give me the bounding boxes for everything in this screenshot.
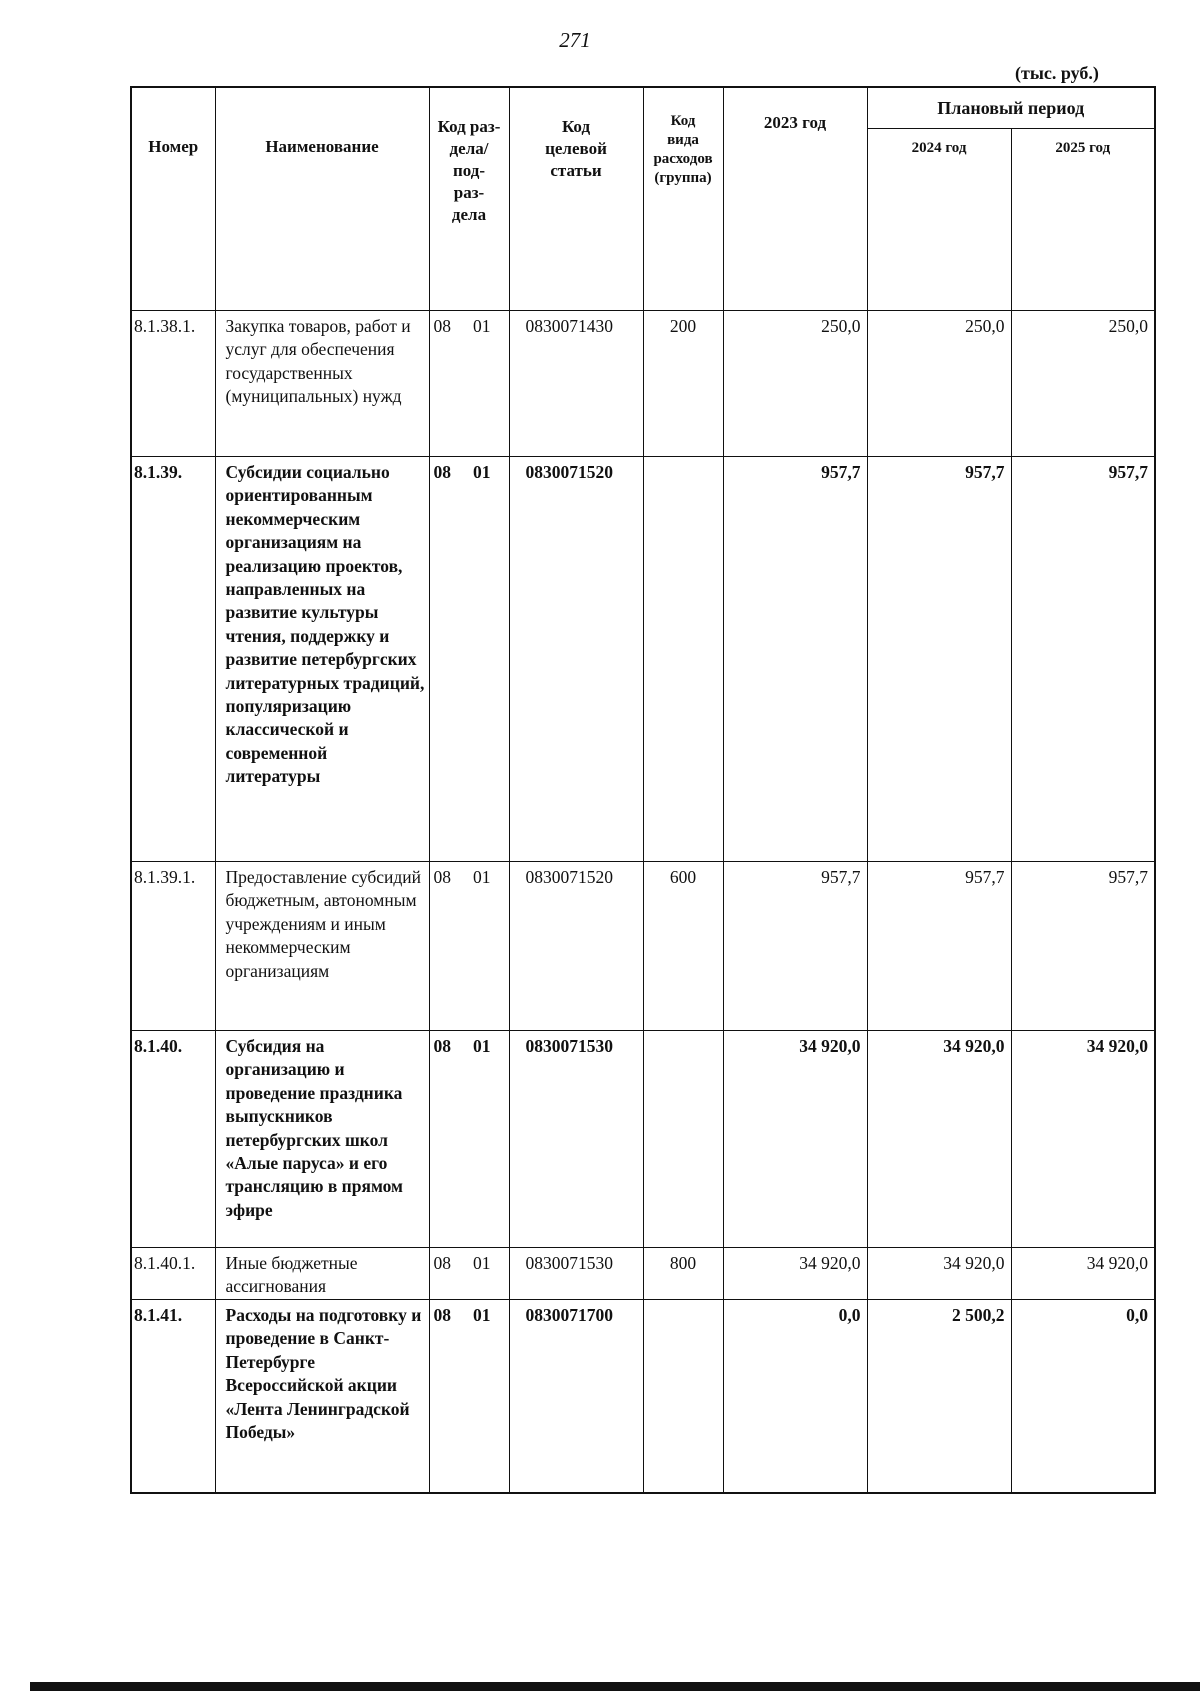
header-number: Номер <box>131 87 215 311</box>
row-expense-group <box>643 1300 723 1493</box>
header-2024: 2024 год <box>867 129 1011 311</box>
page-number: 271 <box>559 28 591 52</box>
header-name: Наименование <box>215 87 429 311</box>
row-name: Субсидия на организацию и проведение праздника выпускников петербургских школ «Алые паруса» и его трансляцию в прямом эфире <box>215 1031 429 1248</box>
row-section-code <box>429 862 509 1031</box>
header-2023: 2023 год <box>723 87 867 311</box>
row-expense-group <box>643 1031 723 1248</box>
table-row <box>131 1248 1155 1300</box>
row-number: 8.1.40.1. <box>131 1248 215 1300</box>
row-value-2024: 2 500,2 <box>867 1300 1011 1493</box>
row-number: 8.1.39. <box>131 457 215 862</box>
row-value-2023: 34 920,0 <box>723 1248 867 1300</box>
row-subsection: 01 <box>473 462 491 482</box>
row-target-code: 0830071520 <box>509 862 643 1031</box>
row-section: 08 <box>433 867 451 887</box>
row-section-code <box>429 457 509 862</box>
row-value-2024: 34 920,0 <box>867 1248 1011 1300</box>
row-subsection: 01 <box>473 1253 491 1273</box>
header-section-code: Код раз- дела/ под- раз- дела <box>429 87 509 311</box>
row-target-code: 0830071430 <box>509 311 643 457</box>
row-name: Предоставление субсидий бюджетным, автономным учреждениям и иным некоммерческим организациям <box>215 862 429 1031</box>
row-value-2024: 957,7 <box>867 862 1011 1031</box>
row-value-2025: 34 920,0 <box>1011 1248 1155 1300</box>
row-value-2023: 34 920,0 <box>723 1031 867 1248</box>
table-row <box>131 311 1155 457</box>
header-target-code: Код целевой статьи <box>509 87 643 311</box>
row-value-2024: 957,7 <box>867 457 1011 862</box>
table-row <box>131 457 1155 862</box>
row-section: 08 <box>433 316 451 336</box>
row-subsection: 01 <box>473 1305 491 1325</box>
row-name: Расходы на подготовку и проведение в Санкт-Петербурге Всероссийской акции «Лента Ленинградской Победы» <box>215 1300 429 1493</box>
table-row <box>131 1300 1155 1493</box>
row-number: 8.1.41. <box>131 1300 215 1493</box>
row-target-code: 0830071530 <box>509 1248 643 1300</box>
bottom-rule <box>30 1682 1200 1691</box>
row-value-2025: 250,0 <box>1011 311 1155 457</box>
row-number: 8.1.38.1. <box>131 311 215 457</box>
row-value-2025: 0,0 <box>1011 1300 1155 1493</box>
row-section: 08 <box>433 1036 451 1056</box>
row-expense-group: 600 <box>643 862 723 1031</box>
row-value-2023: 957,7 <box>723 862 867 1031</box>
row-expense-group: 200 <box>643 311 723 457</box>
header-expense-code: Код вида расходов (группа) <box>643 87 723 311</box>
row-value-2025: 957,7 <box>1011 862 1155 1031</box>
row-value-2024: 34 920,0 <box>867 1031 1011 1248</box>
row-target-code: 0830071520 <box>509 457 643 862</box>
row-number: 8.1.39.1. <box>131 862 215 1031</box>
header-planned-period: Плановый период <box>867 87 1155 129</box>
row-section: 08 <box>433 1253 451 1273</box>
row-target-code: 0830071700 <box>509 1300 643 1493</box>
row-name: Закупка товаров, работ и услуг для обеспечения государственных (муниципальных) нужд <box>215 311 429 457</box>
row-section-code <box>429 1248 509 1300</box>
row-target-code: 0830071530 <box>509 1031 643 1248</box>
row-name: Иные бюджетные ассигнования <box>215 1248 429 1300</box>
header-2025: 2025 год <box>1011 129 1155 311</box>
row-section-code <box>429 311 509 457</box>
row-value-2023: 250,0 <box>723 311 867 457</box>
table-row <box>131 862 1155 1031</box>
row-value-2023: 0,0 <box>723 1300 867 1493</box>
row-value-2025: 957,7 <box>1011 457 1155 862</box>
row-value-2025: 34 920,0 <box>1011 1031 1155 1248</box>
row-number: 8.1.40. <box>131 1031 215 1248</box>
row-expense-group: 800 <box>643 1248 723 1300</box>
row-subsection: 01 <box>473 316 491 336</box>
units-label: (тыс. руб.) <box>1015 63 1099 83</box>
row-name: Субсидии социально ориентированным некоммерческим организациям на реализацию проектов, направленных на развитие культуры чтения, поддержку и развитие петербургских литературных традиций, популяризацию классической и современной литературы <box>215 457 429 862</box>
row-section-code <box>429 1031 509 1248</box>
budget-table <box>130 86 1156 1494</box>
row-section: 08 <box>433 1305 451 1325</box>
row-expense-group <box>643 457 723 862</box>
row-value-2024: 250,0 <box>867 311 1011 457</box>
row-value-2023: 957,7 <box>723 457 867 862</box>
row-section-code <box>429 1300 509 1493</box>
row-subsection: 01 <box>473 1036 491 1056</box>
header-row-1 <box>131 87 1155 129</box>
row-section: 08 <box>433 462 451 482</box>
table-row <box>131 1031 1155 1248</box>
row-subsection: 01 <box>473 867 491 887</box>
